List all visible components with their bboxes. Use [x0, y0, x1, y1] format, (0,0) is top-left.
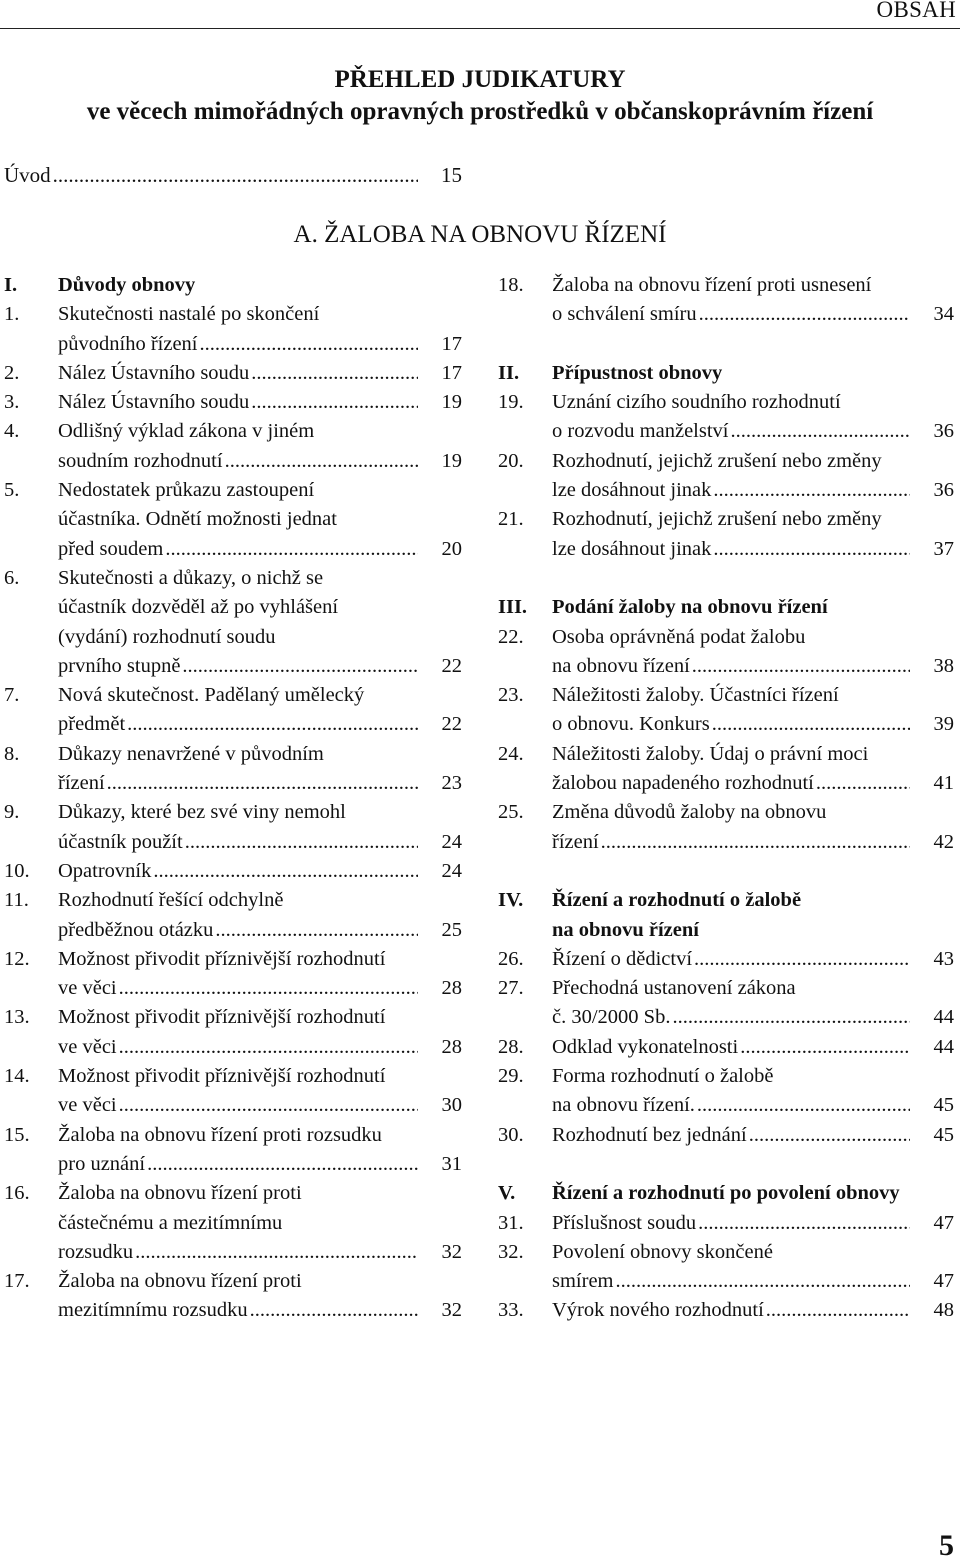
- section-title: Řízení a rozhodnutí po povolení obnovy: [552, 1182, 900, 1205]
- toc-entry-number: 7.: [4, 684, 20, 707]
- toc-entry-number: 33.: [498, 1299, 524, 1322]
- toc-entry-text: Žaloba na obnovu řízení proti: [58, 1270, 302, 1293]
- toc-entry-text: prvního stupně: [58, 654, 181, 677]
- toc-entry[interactable]: [498, 945, 954, 974]
- toc-entry-number: 21.: [498, 508, 524, 531]
- toc-entry-number: 19.: [498, 391, 524, 414]
- toc-page-number: 23: [441, 772, 462, 795]
- toc-entry[interactable]: [4, 476, 462, 564]
- toc-entry-text: Příslušnost soudu: [552, 1211, 697, 1234]
- toc-entry-text: účastníka. Odnětí možnosti jednat: [58, 508, 337, 531]
- toc-entry-number: 2.: [4, 361, 20, 384]
- toc-entry-text: účastník dozvěděl až po vyhlášení: [58, 596, 339, 619]
- toc-entry-text: Forma rozhodnutí o žalobě: [552, 1065, 774, 1088]
- toc-entry-text: lze dosáhnout jinak: [552, 479, 712, 502]
- toc-entry-text: ve věci: [58, 1094, 117, 1117]
- toc-entry-text: Změna důvodů žaloby na obnovu: [552, 801, 827, 824]
- toc-entry-number: 26.: [498, 947, 524, 970]
- toc-page-number: 48: [933, 1299, 954, 1322]
- section-number: III.: [498, 596, 528, 619]
- toc-entry-text: Žaloba na obnovu řízení proti usnesení: [552, 274, 872, 296]
- toc-entry-text: Skutečnosti nastalé po skončení: [58, 303, 320, 326]
- toc-entry-number: 5.: [4, 479, 20, 502]
- leader-dots: [251, 388, 418, 417]
- toc-entry-number: 31.: [498, 1211, 524, 1234]
- toc-entry-number: 24.: [498, 742, 524, 765]
- part-heading: A. ŽALOBA NA OBNOVU ŘÍZENÍ: [293, 221, 667, 248]
- leader-dots: [694, 945, 910, 974]
- page-number: 5: [939, 1529, 954, 1562]
- leader-dots: [225, 447, 418, 476]
- toc-entry[interactable]: [498, 623, 954, 682]
- toc-entry-text: Rozhodnutí, jejichž zrušení nebo změny: [552, 449, 882, 472]
- toc-page-number: 44: [933, 1035, 954, 1058]
- leader-dots: [215, 916, 418, 945]
- toc-entry-text: řízení: [58, 772, 105, 795]
- toc-entry[interactable]: [498, 447, 954, 506]
- section-number: I.: [4, 274, 18, 296]
- toc-entry-text: Odklad vykonatelnosti: [552, 1035, 739, 1058]
- leader-dots: [200, 330, 419, 359]
- toc-page-number: 28: [441, 1035, 462, 1058]
- toc-entry-text: Možnost přivodit příznivější rozhodnutí: [58, 1065, 386, 1088]
- toc-entry-text: Důkazy nenavržené v původním: [58, 742, 324, 765]
- leader-dots: [713, 476, 910, 505]
- toc-entry[interactable]: [4, 1003, 462, 1062]
- section-number: II.: [498, 361, 520, 384]
- toc-entry-text: řízení: [552, 830, 599, 853]
- toc-page-number: 36: [933, 420, 954, 443]
- document-subtitle: ve věcech mimořádných opravných prostředků v občanskoprávním řízení: [86, 98, 874, 125]
- toc-entry[interactable]: [4, 740, 462, 799]
- toc-page-number: 15: [441, 163, 462, 187]
- toc-entry-number: 4.: [4, 420, 20, 443]
- leader-dots: [119, 1091, 418, 1120]
- toc-entry[interactable]: [498, 1062, 954, 1121]
- toc-entry-number: 9.: [4, 801, 20, 824]
- toc-page-number: 44: [933, 1006, 954, 1029]
- toc-entry[interactable]: [498, 1209, 954, 1238]
- leader-dots: [699, 300, 910, 329]
- toc-entry-text: Náležitosti žaloby. Údaj o právní moci: [552, 742, 869, 765]
- leader-dots: [185, 828, 418, 857]
- section-title-continued: na obnovu řízení: [552, 918, 699, 941]
- toc-entry-text: Nález Ústavního soudu: [58, 391, 250, 414]
- toc-entry[interactable]: [4, 681, 462, 740]
- toc-entry-text: na obnovu řízení.: [552, 1094, 695, 1117]
- toc-page-number: 39: [933, 713, 954, 736]
- toc-page-number: 17: [441, 332, 462, 355]
- leader-dots: [165, 535, 418, 564]
- toc-entry-text: č. 30/2000 Sb.: [552, 1006, 671, 1029]
- toc-entry[interactable]: [498, 1296, 954, 1325]
- toc-entry-text: Nová skutečnost. Padělaný umělecký: [58, 684, 365, 707]
- running-header: OBSAH: [876, 0, 956, 22]
- toc-section-heading: [498, 359, 954, 388]
- toc-entry-text: před soudem: [58, 537, 164, 560]
- leader-dots: [147, 1150, 418, 1179]
- toc-entry-number: 25.: [498, 801, 524, 824]
- toc-entry[interactable]: [4, 417, 462, 476]
- toc-entry-number: 23.: [498, 684, 524, 707]
- toc-entry[interactable]: [498, 681, 954, 740]
- leader-dots: [698, 1209, 910, 1238]
- toc-entry-number: 6.: [4, 566, 20, 589]
- toc-entry-number: 1.: [4, 303, 20, 326]
- toc-entry-number: 22.: [498, 625, 524, 648]
- toc-section-heading: [498, 1179, 954, 1208]
- toc-entry-number: 30.: [498, 1123, 524, 1146]
- toc-entry-text: o rozvodu manželství: [552, 420, 729, 443]
- toc-page-number: 19: [441, 449, 462, 472]
- toc-entry[interactable]: [4, 945, 462, 1004]
- toc-page-number: 32: [441, 1299, 462, 1322]
- toc-page-number: 32: [441, 1240, 462, 1263]
- toc-entry-number: 8.: [4, 742, 20, 765]
- toc-entry[interactable]: [498, 388, 954, 447]
- leader-dots: [182, 652, 418, 681]
- toc-entry-text: Nález Ústavního soudu: [58, 361, 250, 384]
- leader-dots: [712, 710, 910, 739]
- document-title: PŘEHLED JUDIKATURY: [334, 66, 626, 93]
- toc-entry-text: Důkazy, které bez své viny nemohl: [58, 801, 346, 824]
- toc-entry-text: Výrok nového rozhodnutí: [552, 1299, 764, 1322]
- toc-entry-text: Odlišný výklad zákona v jiném: [58, 420, 315, 443]
- toc-page-number: 22: [441, 654, 462, 677]
- toc-entry-text: Rozhodnutí, jejichž zrušení nebo změny: [552, 508, 882, 531]
- toc-page-number: 47: [933, 1270, 954, 1293]
- toc-entry-text: Žaloba na obnovu řízení proti rozsudku: [58, 1123, 382, 1146]
- toc-entry-number: 32.: [498, 1240, 524, 1263]
- leader-dots: [251, 359, 418, 388]
- toc-entry-text: pro uznání: [58, 1152, 146, 1175]
- toc-section-heading: [498, 886, 954, 945]
- toc-entry[interactable]: [4, 388, 462, 417]
- toc-entry-number: 11.: [4, 889, 29, 912]
- toc-entry-text: předmět: [58, 713, 126, 736]
- toc-entry[interactable]: [4, 1062, 462, 1121]
- toc-entry-text: o obnovu. Konkurs: [552, 713, 710, 736]
- leader-dots: [740, 1033, 910, 1062]
- toc-entry-number: 18.: [498, 274, 524, 296]
- leader-dots: [119, 1033, 418, 1062]
- toc-entry[interactable]: [498, 740, 954, 799]
- toc-page-number: 25: [441, 918, 462, 941]
- toc-entry[interactable]: [498, 1121, 954, 1150]
- toc-page-number: 24: [441, 830, 462, 853]
- toc-entry[interactable]: [498, 798, 954, 857]
- leader-dots: [697, 1091, 910, 1120]
- toc-page-number: 38: [933, 654, 954, 677]
- toc-entry-number: 20.: [498, 449, 524, 472]
- toc-entry-number: 12.: [4, 947, 30, 970]
- toc-entry-text: Osoba oprávněná podat žalobu: [552, 625, 806, 648]
- toc-entry-text: mezitímnímu rozsudku: [58, 1299, 248, 1322]
- toc-page-number: 31: [441, 1152, 462, 1175]
- leader-dots: [766, 1296, 910, 1325]
- toc-page-number: 19: [441, 391, 462, 414]
- toc-entry[interactable]: [498, 505, 954, 564]
- toc-entry[interactable]: [498, 1033, 954, 1062]
- toc-entry-text: smírem: [552, 1270, 614, 1293]
- toc-page-number: 41: [933, 772, 954, 795]
- toc-entry-text: Řízení o dědictví: [552, 947, 693, 970]
- toc-entry[interactable]: [4, 1267, 462, 1326]
- leader-dots: [749, 1121, 910, 1150]
- toc-page-number: 45: [933, 1123, 954, 1146]
- toc-entry-text: o schválení smíru: [552, 303, 697, 326]
- section-title: Řízení a rozhodnutí o žalobě: [552, 889, 802, 912]
- toc-entry[interactable]: [4, 1121, 462, 1180]
- toc-entry-text: Rozhodnutí bez jednání: [552, 1123, 747, 1146]
- toc-entry-text: Opatrovník: [58, 859, 152, 882]
- toc-entry-number: 13.: [4, 1006, 30, 1029]
- leader-dots: [135, 1238, 418, 1267]
- leader-dots: [730, 417, 910, 446]
- toc-entry-intro[interactable]: [4, 161, 462, 190]
- toc-entry-number: 10.: [4, 859, 30, 882]
- leader-dots: [616, 1267, 911, 1296]
- toc-entry-text: Možnost přivodit příznivější rozhodnutí: [58, 1006, 386, 1029]
- toc-entry-number: 29.: [498, 1065, 524, 1088]
- toc-entry-number: 28.: [498, 1035, 524, 1058]
- toc-right-column: [498, 271, 954, 1326]
- toc-entry-text: lze dosáhnout jinak: [552, 537, 712, 560]
- toc-entry[interactable]: [4, 1179, 462, 1267]
- toc-entry-text: žalobou napadeného rozhodnutí: [552, 772, 814, 795]
- toc-entry[interactable]: [4, 886, 462, 945]
- leader-dots: [127, 710, 418, 739]
- toc-page-number: 45: [933, 1094, 954, 1117]
- leader-dots: [601, 828, 910, 857]
- toc-entry-number: 14.: [4, 1065, 30, 1088]
- toc-entry-text: ve věci: [58, 1035, 117, 1058]
- toc-entry-number: 3.: [4, 391, 20, 414]
- toc-entry-text: Rozhodnutí řešící odchylně: [58, 889, 284, 912]
- toc-page-number: 28: [441, 977, 462, 1000]
- toc-page-number: 34: [933, 303, 954, 326]
- section-title: Důvody obnovy: [58, 274, 196, 296]
- toc-entry-text: účastník použít: [58, 830, 183, 853]
- toc-section-heading: [4, 271, 462, 300]
- toc-left-column: [4, 271, 462, 1326]
- toc-entry-text: ve věci: [58, 977, 117, 1000]
- toc-page-number: 37: [933, 537, 954, 560]
- toc-entry-text: Povolení obnovy skončené: [552, 1240, 773, 1263]
- section-title: Podání žaloby na obnovu řízení: [552, 596, 828, 619]
- toc-entry-text: Žaloba na obnovu řízení proti: [58, 1182, 302, 1205]
- leader-dots: [53, 161, 418, 190]
- toc-entry-number: 16.: [4, 1182, 30, 1205]
- toc-page-number: 22: [441, 713, 462, 736]
- leader-dots: [119, 974, 418, 1003]
- toc-entry[interactable]: [4, 300, 462, 359]
- section-title: Přípustnost obnovy: [552, 361, 723, 384]
- toc-entry[interactable]: [4, 798, 462, 857]
- toc-section-heading: [498, 593, 954, 622]
- toc-entry-text: rozsudku: [58, 1240, 134, 1263]
- leader-dots: [153, 857, 418, 886]
- header-rule: [0, 28, 960, 29]
- leader-dots: [250, 1296, 418, 1325]
- toc-page-number: 47: [933, 1211, 954, 1234]
- toc-entry-number: 15.: [4, 1123, 30, 1146]
- toc-entry-text: Přechodná ustanovení zákona: [552, 977, 796, 1000]
- toc-entry[interactable]: [498, 271, 954, 330]
- toc-entry[interactable]: [4, 857, 462, 886]
- toc-page-number: 43: [933, 947, 954, 970]
- toc-entry-label: Úvod: [4, 163, 51, 187]
- leader-dots: [692, 652, 910, 681]
- leader-dots: [672, 1003, 910, 1032]
- toc-entry-number: 27.: [498, 977, 524, 1000]
- toc-entry-text: předběžnou otázku: [58, 918, 214, 941]
- toc-entry-number: 17.: [4, 1270, 30, 1293]
- leader-dots: [713, 535, 910, 564]
- toc-entry-text: (vydání) rozhodnutí soudu: [58, 625, 276, 648]
- toc-page-number: 42: [933, 830, 954, 853]
- toc-entry-text: Možnost přivodit příznivější rozhodnutí: [58, 947, 386, 970]
- toc-entry-text: původního řízení: [58, 332, 198, 355]
- toc-entry-text: soudním rozhodnutí: [58, 449, 223, 472]
- toc-page-number: 24: [441, 859, 462, 882]
- section-number: V.: [498, 1182, 516, 1205]
- toc-page-number: 20: [441, 537, 462, 560]
- toc-entry-text: Nedostatek průkazu zastoupení: [58, 479, 315, 502]
- toc-entry-text: Náležitosti žaloby. Účastníci řízení: [552, 684, 839, 707]
- toc-entry[interactable]: [498, 1238, 954, 1297]
- toc-entry-text: Skutečnosti a důkazy, o nichž se: [58, 566, 324, 589]
- leader-dots: [816, 769, 910, 798]
- toc-entry-text: na obnovu řízení: [552, 654, 690, 677]
- toc-page-number: 30: [441, 1094, 462, 1117]
- toc-entry[interactable]: [4, 564, 462, 681]
- toc-page-number: 17: [441, 361, 462, 384]
- toc-entry-text: Uznání cizího soudního rozhodnutí: [552, 391, 841, 414]
- toc-entry-text: částečnému a mezitímnímu: [58, 1211, 283, 1234]
- toc-entry[interactable]: [498, 974, 954, 1033]
- section-number: IV.: [498, 889, 524, 912]
- toc-page-number: 36: [933, 479, 954, 502]
- toc-entry[interactable]: [4, 359, 462, 388]
- leader-dots: [107, 769, 418, 798]
